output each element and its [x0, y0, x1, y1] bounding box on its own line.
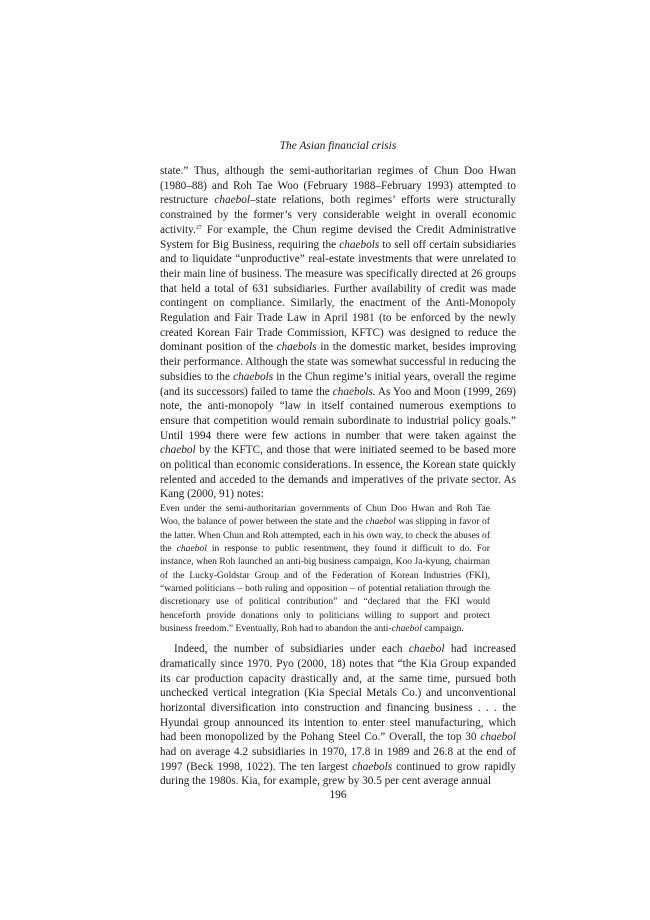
block-quote — [160, 502, 490, 635]
text-run: to sell off certain subsidiaries and to liquidate “unproductive” real-estate investments that were unrelated to their main line of business. The measure was specifically directed at 26 groups that held a total of 631 subsidiaries. Further availability of credit was made contingent on compliance. Similarly, the enactment of the Anti-Monopoly Regulation and Fair Trade Law in April 1981 (to be enforced by the newly created Korean Fair Trade Commission, KFTC) was designed to reduce the dominant position of the — [160, 238, 516, 354]
italic-term: chaebol — [480, 731, 516, 744]
paragraph — [160, 164, 516, 502]
italic-term: chaebols — [276, 341, 317, 354]
text-run: had increased dramatically since 1970. Pyo (2000, 18) notes that “the Kia Group expanded its car production capacity drastically and, at the same time, pursued both unchecked vertical integration (Kia Special Metals Co.) and unconventional horizontal diversification into construction and financing business . . . the Hyundai group announced its intention to enter steel manufacturing, which had been monopolized by the Pohang Steel Co.” Overall, the top 30 — [160, 643, 516, 744]
running-head: The Asian financial crisis — [279, 140, 397, 152]
italic-term: chaebol — [160, 444, 196, 457]
text-run: had on average 4.2 subsidiaries in 1970, 17.8 in 1989 and 26.8 at the end of 1997 (Beck 1998, 1022). The ten largest — [160, 746, 516, 773]
page-number: 196 — [329, 789, 347, 801]
text-run: Indeed, the number of subsidiaries under each — [174, 643, 409, 656]
italic-term: chaebols — [233, 370, 274, 383]
footnote-marker: 27 — [195, 224, 202, 231]
text-run: campaign. — [421, 622, 464, 634]
italic-term: chaebol — [391, 622, 422, 634]
text-run: For example, the Chun regime devised the Credit Administrative System for Big Business, requiring the — [160, 223, 516, 251]
italic-term: chaebol — [365, 516, 396, 528]
italic-term: chaebol — [408, 643, 445, 656]
italic-term: chaebols. — [332, 385, 376, 398]
text-run: in response to public resentment, they found it difficult to do. For instance, when Roh launched an anti-big business campaign, Koo Ja-kyung, chairman of the Lucky-Goldstar Group and of the Federation of Korean Industries (FKI), “warned politicians – both ruling and opposition – of potential retaliation through the discretionary use of political contribution” and “declared that the FKI would henceforth provide donations only to politicians willing to support and protect business freedom.” Eventually, Roh had to abandon the anti- — [160, 543, 490, 634]
italic-term: chaebols — [352, 760, 393, 773]
text-run: was slipping in favor of the latter. When Chun and Roh attempted, each in his own way, to check the abuses of the — [160, 516, 490, 555]
text-run: As Yoo and Moon (1999, 269) note, the anti-monopoly “law in itself contained numerous exemptions to ensure that competition would remain subordinate to industrial policy goals.” Until 1994 there were few actions in number that were taken against the — [160, 385, 517, 442]
italic-term: chaebols — [339, 238, 380, 251]
italic-term: chaebol — [214, 194, 250, 207]
text-run: –state relations, both regimes’ efforts were structurally constrained by the former’s very considerable weight in overall economic activity. — [160, 194, 516, 236]
text-run: state.” Thus, although the semi-authoritarian regimes of Chun Doo Hwan (1980–88) and Roh Tae Woo (February 1988–February 1993) attempted to restructure — [160, 165, 516, 207]
text-run: by the KFTC, and those that were initiated seemed to be based more on political than economic considerations. In essence, the Korean state quickly relented and acceded to the demands and imperatives of the private sector. As Kang (2000, 91) notes: — [160, 444, 516, 501]
main-text — [160, 164, 516, 789]
text-run: in the Chun regime’s initial years, overall the regime (and its successors) failed to tame the — [160, 370, 516, 398]
text-run: Even under the semi-authoritarian governments of Chun Doo Hwan and Roh Tae Woo, the balance of power between the state and the — [160, 503, 490, 528]
text-run: continued to grow rapidly during the 1980s. Kia, for example, grew by 30.5 per cent average annual — [160, 760, 516, 788]
paragraph — [160, 642, 516, 789]
text-run: in the domestic market, besides improving their performance. Although the state was somewhat successful in reducing the subsidies to the — [160, 341, 516, 383]
italic-term: chaebol — [176, 543, 207, 555]
